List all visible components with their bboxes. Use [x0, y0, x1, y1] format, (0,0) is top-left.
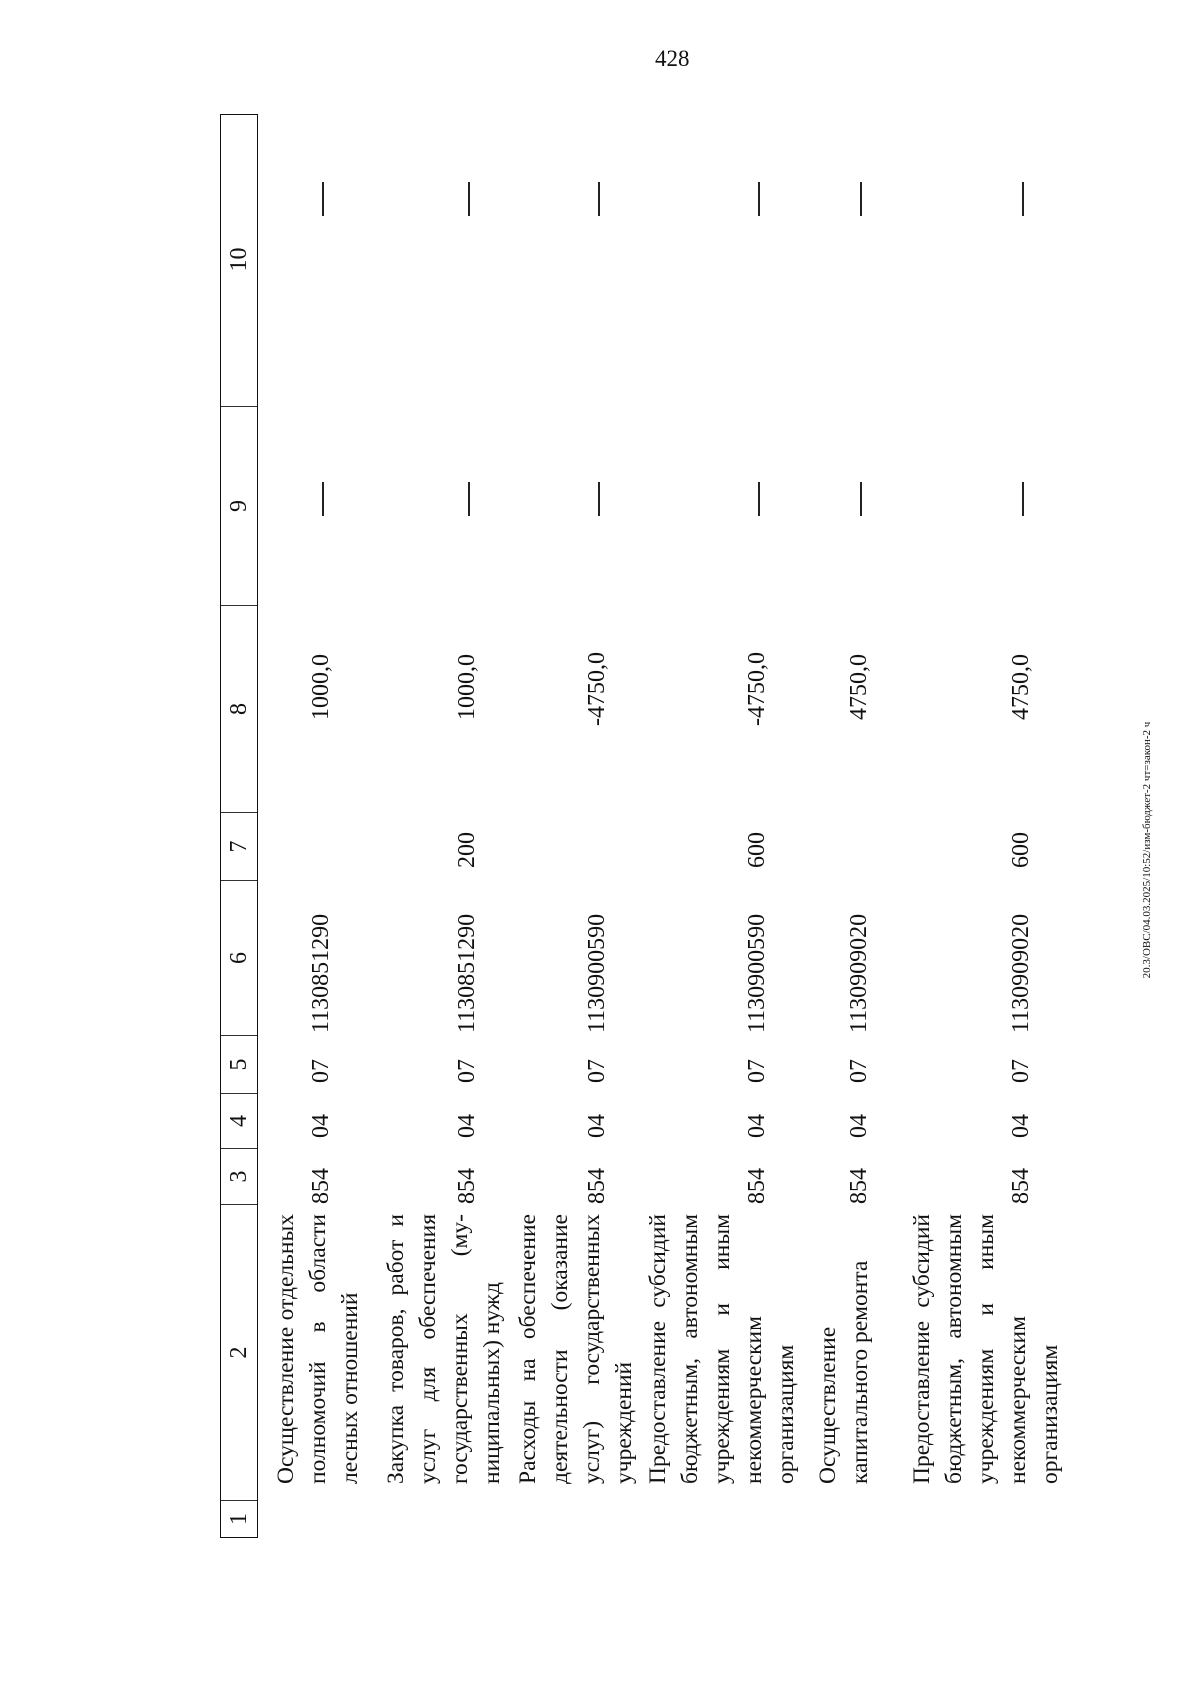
- row-col6: 1130851290: [308, 913, 334, 1033]
- row-col9-dash: [468, 482, 470, 516]
- row-col9-dash: [322, 482, 324, 516]
- row-description: Предоставление субсидий бюджетным, автономным учреждениям и иным некоммерческим организациям: [645, 1214, 799, 1484]
- header-col-6: 6: [221, 881, 257, 1036]
- row-col6: 1130900590: [744, 913, 770, 1033]
- header-col-1: 1: [225, 1513, 252, 1525]
- row-col6: 1130909020: [1008, 913, 1034, 1033]
- header-col-10: 10: [221, 113, 257, 407]
- row-col8: 1000,0: [308, 654, 334, 720]
- row-col8: 4750,0: [1008, 654, 1034, 720]
- row-col10-dash: [860, 182, 862, 216]
- row-description: Закупка товаров, работ и услуг для обеспечения государственных (муниципальных) нужд: [383, 1214, 505, 1484]
- header-col-3: 3: [221, 1149, 257, 1205]
- row-col8: 1000,0: [454, 654, 480, 720]
- row-col10-dash: [758, 182, 760, 216]
- row-col9-dash: [598, 482, 600, 516]
- header-col-4: 4: [221, 1094, 257, 1149]
- row-col5: 07: [1008, 1059, 1034, 1083]
- table-header-row: [220, 114, 258, 1538]
- document-footer-code: 20.3/ОВС/04.03.2025/10:52/изм-бюджет-2 чт=закон-2 ч: [1141, 721, 1153, 979]
- row-col9-dash: [860, 482, 862, 516]
- row-col3: 854: [846, 1168, 872, 1204]
- row-col3: 854: [454, 1168, 480, 1204]
- row-col5: 07: [846, 1059, 872, 1083]
- budget-table: [166, 114, 1063, 1538]
- row-col10-dash: [322, 182, 324, 216]
- row-col5: 07: [454, 1059, 480, 1083]
- row-col6: 1130851290: [454, 913, 480, 1033]
- row-col4: 04: [1008, 1114, 1034, 1138]
- row-col4: 04: [744, 1114, 770, 1138]
- row-description: Расходы на обеспечение деятельности (оказание услуг) государственных учреждений: [515, 1214, 637, 1484]
- row-col7: 600: [744, 832, 770, 868]
- row-col4: 04: [308, 1114, 334, 1138]
- row-col9-dash: [1022, 482, 1024, 516]
- row-col3: 854: [1008, 1168, 1034, 1204]
- row-col10-dash: [1022, 182, 1024, 216]
- row-description: Осуществление отдельных полномочий в области лесных отношений: [273, 1214, 363, 1484]
- row-description: Осуществление капитального ремонта: [815, 1260, 873, 1484]
- row-col4: 04: [584, 1114, 610, 1138]
- row-col5: 07: [744, 1059, 770, 1083]
- header-col-8: 8: [221, 606, 257, 813]
- row-col5: 07: [584, 1059, 610, 1083]
- row-col8: 4750,0: [846, 654, 872, 720]
- row-col6: 1130900590: [584, 913, 610, 1033]
- row-col8: -4750,0: [744, 652, 770, 726]
- row-col5: 07: [308, 1059, 334, 1083]
- header-col-5: 5: [221, 1036, 257, 1094]
- header-col-2: 2: [221, 1205, 257, 1501]
- row-col9-dash: [758, 482, 760, 516]
- header-col-7: 7: [221, 813, 257, 881]
- row-description: Предоставление субсидий бюджетным, автономным учреждениям и иным некоммерческим организациям: [909, 1214, 1063, 1484]
- row-col4: 04: [454, 1114, 480, 1138]
- row-col7: 600: [1008, 832, 1034, 868]
- row-col8: -4750,0: [584, 652, 610, 726]
- row-col10-dash: [468, 182, 470, 216]
- row-col10-dash: [598, 182, 600, 216]
- row-col3: 854: [584, 1168, 610, 1204]
- row-col4: 04: [846, 1114, 872, 1138]
- row-col3: 854: [744, 1168, 770, 1204]
- row-col3: 854: [308, 1168, 334, 1204]
- row-col6: 1130909020: [846, 913, 872, 1033]
- header-col-9: 9: [221, 407, 257, 606]
- row-col7: 200: [454, 832, 480, 868]
- page-number: 428: [655, 46, 690, 71]
